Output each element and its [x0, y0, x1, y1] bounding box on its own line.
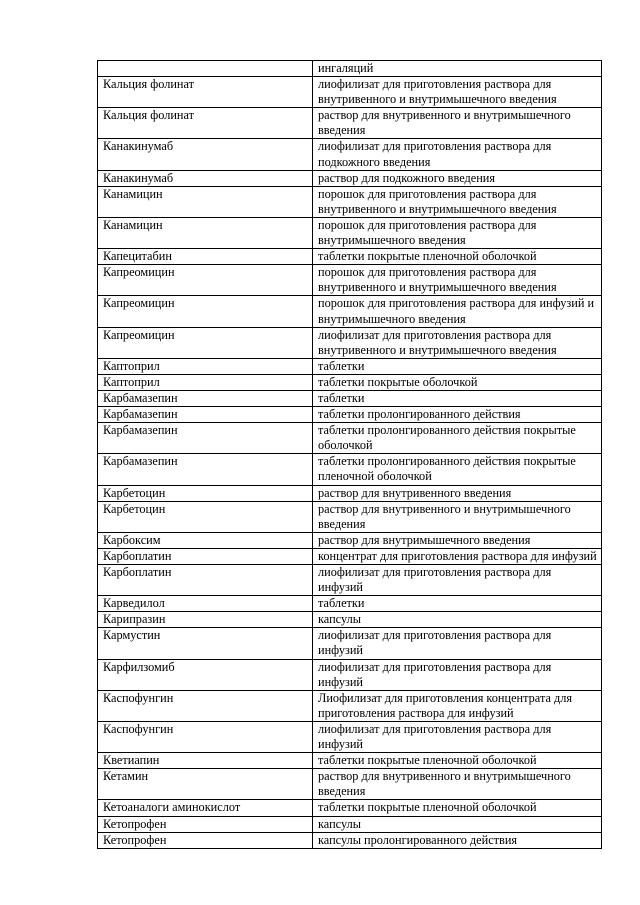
drug-name-cell: Капреомицин	[98, 296, 313, 327]
table-row	[98, 374, 602, 390]
table-row	[98, 407, 602, 423]
table-row	[98, 612, 602, 628]
table-row	[98, 358, 602, 374]
table-row	[98, 816, 602, 832]
drug-name-cell: Карбамазепин	[98, 390, 313, 406]
drug-name-cell: Капреомицин	[98, 265, 313, 296]
dosage-form-cell: таблетки	[313, 390, 602, 406]
table-row	[98, 832, 602, 848]
table-row	[98, 532, 602, 548]
dosage-form-cell: порошок для приготовления раствора для внутривенного и внутримышечного введения	[313, 186, 602, 217]
table-row	[98, 423, 602, 454]
drug-name-cell: Каспофунгин	[98, 721, 313, 752]
table-row	[98, 501, 602, 532]
drug-name-cell: Карбетоцин	[98, 485, 313, 501]
document-page	[97, 60, 602, 849]
dosage-form-cell: ингаляций	[313, 61, 602, 77]
dosage-form-cell: таблетки	[313, 596, 602, 612]
drug-name-cell: Канакинумаб	[98, 139, 313, 170]
drug-name-cell: Канамицин	[98, 186, 313, 217]
dosage-form-cell: порошок для приготовления раствора для внутримышечного введения	[313, 217, 602, 248]
table-row	[98, 753, 602, 769]
table-row	[98, 77, 602, 108]
drug-forms-table	[97, 60, 602, 849]
table-row	[98, 721, 602, 752]
drug-name-cell: Каптоприл	[98, 374, 313, 390]
dosage-form-cell: капсулы	[313, 816, 602, 832]
dosage-form-cell: таблетки пролонгированного действия покрытые пленочной оболочкой	[313, 454, 602, 485]
dosage-form-cell: порошок для приготовления раствора для внутривенного и внутримышечного введения	[313, 265, 602, 296]
drug-name-cell: Кетамин	[98, 769, 313, 800]
table-row	[98, 690, 602, 721]
table-row	[98, 108, 602, 139]
drug-name-cell: Карбамазепин	[98, 423, 313, 454]
drug-name-cell: Капреомицин	[98, 327, 313, 358]
dosage-form-cell: Лиофилизат для приготовления концентрата для приготовления раствора для инфузий	[313, 690, 602, 721]
drug-name-cell: Капецитабин	[98, 249, 313, 265]
dosage-form-cell: таблетки покрытые пленочной оболочкой	[313, 249, 602, 265]
drug-name-cell	[98, 61, 313, 77]
dosage-form-cell: капсулы	[313, 612, 602, 628]
drug-name-cell: Кальция фолинат	[98, 77, 313, 108]
drug-name-cell: Каспофунгин	[98, 690, 313, 721]
table-row	[98, 249, 602, 265]
table-row	[98, 296, 602, 327]
dosage-form-cell: таблетки покрытые пленочной оболочкой	[313, 800, 602, 816]
dosage-form-cell: раствор для подкожного введения	[313, 170, 602, 186]
drug-name-cell: Кетоаналоги аминокислот	[98, 800, 313, 816]
dosage-form-cell: таблетки	[313, 358, 602, 374]
dosage-form-cell: лиофилизат для приготовления раствора для инфузий	[313, 628, 602, 659]
drug-name-cell: Карбетоцин	[98, 501, 313, 532]
drug-name-cell: Карипразин	[98, 612, 313, 628]
dosage-form-cell: лиофилизат для приготовления раствора для инфузий	[313, 659, 602, 690]
drug-name-cell: Кармустин	[98, 628, 313, 659]
drug-name-cell: Кетопрофен	[98, 832, 313, 848]
table-row	[98, 139, 602, 170]
table-row	[98, 565, 602, 596]
dosage-form-cell: порошок для приготовления раствора для инфузий и внутримышечного введения	[313, 296, 602, 327]
table-row	[98, 485, 602, 501]
dosage-form-cell: лиофилизат для приготовления раствора для внутривенного и внутримышечного введения	[313, 327, 602, 358]
table-row	[98, 327, 602, 358]
dosage-form-cell: раствор для внутривенного и внутримышечного введения	[313, 108, 602, 139]
drug-name-cell: Кальция фолинат	[98, 108, 313, 139]
dosage-form-cell: таблетки покрытые пленочной оболочкой	[313, 753, 602, 769]
drug-name-cell: Кетопрофен	[98, 816, 313, 832]
drug-name-cell: Карбоплатин	[98, 565, 313, 596]
table-row	[98, 628, 602, 659]
drug-name-cell: Карбамазепин	[98, 454, 313, 485]
table-row	[98, 265, 602, 296]
dosage-form-cell: капсулы пролонгированного действия	[313, 832, 602, 848]
table-row	[98, 390, 602, 406]
dosage-form-cell: лиофилизат для приготовления раствора для инфузий	[313, 565, 602, 596]
dosage-form-cell: лиофилизат для приготовления раствора для подкожного введения	[313, 139, 602, 170]
dosage-form-cell: раствор для внутримышечного введения	[313, 532, 602, 548]
dosage-form-cell: лиофилизат для приготовления раствора для внутривенного и внутримышечного введения	[313, 77, 602, 108]
table-row	[98, 769, 602, 800]
dosage-form-cell: лиофилизат для приготовления раствора для инфузий	[313, 721, 602, 752]
dosage-form-cell: раствор для внутривенного и внутримышечного введения	[313, 501, 602, 532]
table-row	[98, 61, 602, 77]
drug-name-cell: Каптоприл	[98, 358, 313, 374]
table-row	[98, 186, 602, 217]
drug-name-cell: Карведилол	[98, 596, 313, 612]
drug-name-cell: Канамицин	[98, 217, 313, 248]
table-row	[98, 217, 602, 248]
drug-name-cell: Карфилзомиб	[98, 659, 313, 690]
dosage-form-cell: раствор для внутривенного и внутримышечного введения	[313, 769, 602, 800]
dosage-form-cell: таблетки пролонгированного действия	[313, 407, 602, 423]
table-body	[98, 61, 602, 849]
drug-name-cell: Карбоплатин	[98, 548, 313, 564]
drug-name-cell: Карбоксим	[98, 532, 313, 548]
dosage-form-cell: раствор для внутривенного введения	[313, 485, 602, 501]
dosage-form-cell: таблетки пролонгированного действия покрытые оболочкой	[313, 423, 602, 454]
drug-name-cell: Карбамазепин	[98, 407, 313, 423]
table-row	[98, 596, 602, 612]
drug-name-cell: Кветиапин	[98, 753, 313, 769]
dosage-form-cell: концентрат для приготовления раствора для инфузий	[313, 548, 602, 564]
drug-name-cell: Канакинумаб	[98, 170, 313, 186]
table-row	[98, 659, 602, 690]
table-row	[98, 548, 602, 564]
dosage-form-cell: таблетки покрытые оболочкой	[313, 374, 602, 390]
table-row	[98, 800, 602, 816]
table-row	[98, 170, 602, 186]
table-row	[98, 454, 602, 485]
